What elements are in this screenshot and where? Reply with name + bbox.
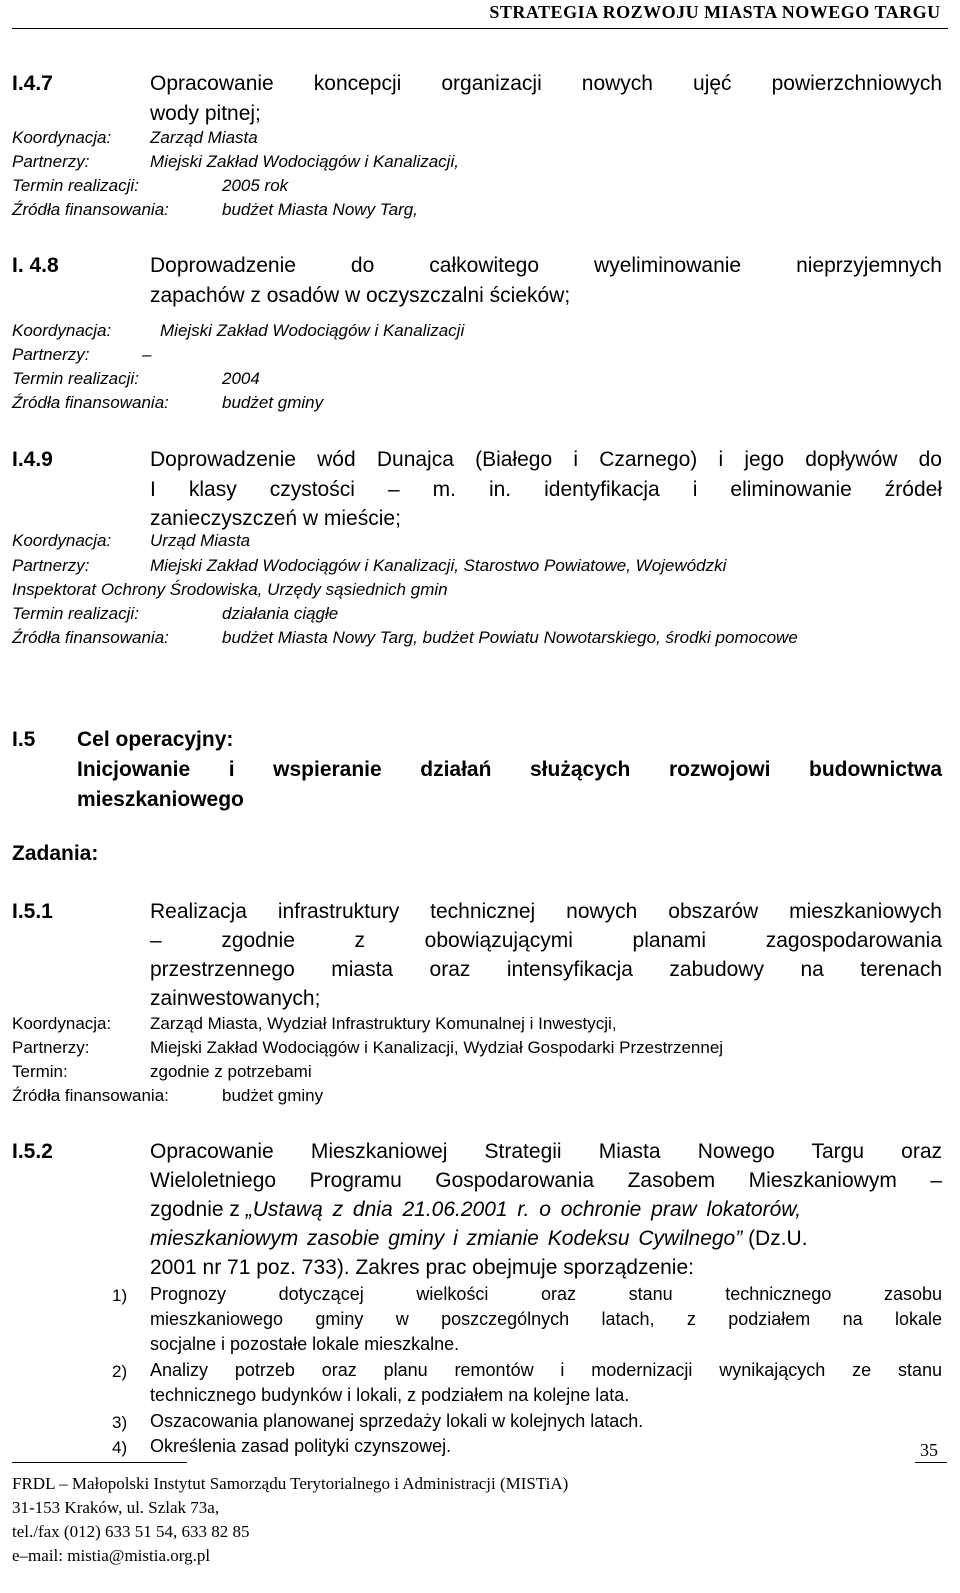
value-koordynacja-147: Zarząd Miasta xyxy=(150,128,258,147)
label-koordynacja: Koordynacja: xyxy=(12,531,112,550)
label-partnerzy: Partnerzy: xyxy=(12,345,90,364)
task-title-148-line1: Doprowadzenie do całkowitego wyeliminowanie nieprzyjemnych xyxy=(150,254,942,277)
label-zrodla: Źródła finansowania: xyxy=(12,200,169,219)
value-termin-148: 2004 xyxy=(222,369,260,388)
page-number-rule xyxy=(915,1462,947,1463)
page-number: 35 xyxy=(920,1440,938,1460)
value-termin-151: zgodnie z potrzebami xyxy=(150,1062,312,1081)
task-number-149: I.4.9 xyxy=(12,448,53,471)
list-item-line: Oszacowania planowanej sprzedaży lokali w kolejnych latach. xyxy=(150,1411,644,1431)
page-header xyxy=(0,0,960,23)
task-title-151-line3: przestrzennego miasta oraz intensyfikacja zabudowy na terenach xyxy=(150,958,942,981)
task-title-151-line2: – zgodnie z obowiązującymi planami zagospodarowania xyxy=(150,929,942,952)
zadania-heading: Zadania: xyxy=(12,842,99,865)
header-title: STRATEGIA ROZWOJU MIASTA NOWEGO TARGU xyxy=(489,2,941,22)
label-partnerzy: Partnerzy: xyxy=(12,556,90,575)
value-partnerzy-147: Miejski Zakład Wodociągów i Kanalizacji, xyxy=(150,152,459,171)
label-koordynacja: Koordynacja: xyxy=(12,321,112,340)
label-partnerzy: Partnerzy: xyxy=(12,152,90,171)
value-zrodla-147: budżet Miasta Nowy Targ, xyxy=(222,200,418,219)
footer-divider xyxy=(12,1462,187,1463)
label-termin-realizacji: Termin realizacji: xyxy=(12,176,139,195)
value-termin-149: działania ciągłe xyxy=(222,604,339,623)
footer-org: FRDL – Małopolski Instytut Samorządu Terytorialnego i Administracji (MISTiA) xyxy=(12,1474,569,1493)
task-title-148-line2: zapachów z osadów w oczyszczalni ścieków; xyxy=(150,284,571,307)
value-partnerzy-149: Miejski Zakład Wodociągów i Kanalizacji, Starostwo Powiatowe, Wojewódzki xyxy=(150,556,727,575)
task-number-151: I.5.1 xyxy=(12,900,53,923)
task-title-149-line2: I klasy czystości – m. in. identyfikacja i eliminowanie źródeł xyxy=(150,478,942,501)
list-item-number: 3) xyxy=(112,1413,128,1432)
footer-phone: tel./fax (012) 633 51 54, 633 82 85 xyxy=(12,1522,250,1541)
label-koordynacja: Koordynacja: xyxy=(12,1014,112,1033)
header-divider xyxy=(12,28,948,29)
task-number-148: I. 4.8 xyxy=(12,254,59,277)
value-koordynacja-151: Zarząd Miasta, Wydział Infrastruktury Komunalnej i Inwestycji, xyxy=(150,1014,617,1033)
value-koordynacja-148: Miejski Zakład Wodociągów i Kanalizacji xyxy=(160,321,465,340)
list-item-line: technicznego budynków i lokali, z podziałem na kolejne lata. xyxy=(150,1385,630,1405)
value-zrodla-148: budżet gminy xyxy=(222,393,324,412)
task-title-149-line1: Doprowadzenie wód Dunajca (Białego i Czarnego) i jego dopływów do xyxy=(150,448,942,471)
section-heading: Cel operacyjny: xyxy=(77,728,234,751)
list-item-number: 1) xyxy=(112,1286,128,1305)
section-number-15: I.5 xyxy=(12,728,36,751)
task-152-dzu: (Dz.U. xyxy=(742,1227,808,1250)
list-item-number: 2) xyxy=(112,1362,128,1381)
value-zrodla-151: budżet gminy xyxy=(222,1086,324,1105)
task-title-152-line1: Opracowanie Mieszkaniowej Strategii Miasta Nowego Targu oraz xyxy=(150,1140,942,1163)
value-partnerzy-151: Miejski Zakład Wodociągów i Kanalizacji, Wydział Gospodarki Przestrzennej xyxy=(150,1038,724,1057)
task-152-law-title-part2: mieszkaniowym zasobie gminy i zmianie Kodeksu Cywilnego” xyxy=(150,1227,743,1250)
footer-email: e–mail: mistia@mistia.org.pl xyxy=(12,1546,211,1565)
task-title-152-line4 xyxy=(150,1227,942,1251)
label-termin: Termin: xyxy=(12,1062,68,1081)
task-number-147: I.4.7 xyxy=(12,72,53,95)
task-152-law-title-part1: „Ustawą z dnia 21.06.2001 r. o ochronie praw lokatorów, xyxy=(245,1198,802,1221)
task-title-147-line1: Opracowanie koncepcji organizacji nowych ujęć powierzchniowych xyxy=(150,72,942,95)
task-title-151-line1: Realizacja infrastruktury technicznej nowych obszarów mieszkaniowych xyxy=(150,900,942,923)
list-item-line: Określenia zasad polityki czynszowej. xyxy=(150,1436,452,1456)
label-zrodla: Źródła finansowania: xyxy=(12,1086,169,1105)
label-zrodla: Źródła finansowania: xyxy=(12,393,169,412)
section-goal-line2: mieszkaniowego xyxy=(77,788,244,811)
task-title-152-line2: Wieloletniego Programu Gospodarowania Zasobem Mieszkaniowym – xyxy=(150,1169,942,1192)
list-item-line: Analizy potrzeb oraz planu remontów i modernizacji wynikających ze stanu xyxy=(150,1360,942,1380)
list-item-number: 4) xyxy=(112,1438,128,1457)
label-termin-realizacji: Termin realizacji: xyxy=(12,604,139,623)
list-item-line: socjalne i pozostałe lokale mieszkalne. xyxy=(150,1334,460,1354)
task-title-149-line3: zanieczyszczeń w mieście; xyxy=(150,507,401,530)
label-termin-realizacji: Termin realizacji: xyxy=(12,369,139,388)
list-item-line: mieszkaniowego gminy w poszczególnych latach, z podziałem na lokale xyxy=(150,1309,942,1329)
section-goal-line1: Inicjowanie i wspieranie działań służących rozwojowi budownictwa xyxy=(77,758,942,781)
task-title-147-line2: wody pitnej; xyxy=(150,102,261,125)
value-partnerzy-149-cont: Inspektorat Ochrony Środowiska, Urzędy sąsiednich gmin xyxy=(12,580,448,599)
value-partnerzy-148: – xyxy=(142,345,152,364)
label-zrodla: Źródła finansowania: xyxy=(12,628,169,647)
value-termin-147: 2005 rok xyxy=(222,176,289,195)
label-koordynacja: Koordynacja: xyxy=(12,128,112,147)
label-partnerzy: Partnerzy: xyxy=(12,1038,90,1057)
task-title-152-line3 xyxy=(150,1198,942,1222)
list-item-line: Prognozy dotyczącej wielkości oraz stanu technicznego zasobu xyxy=(150,1284,942,1304)
value-zrodla-149: budżet Miasta Nowy Targ, budżet Powiatu Nowotarskiego, środki pomocowe xyxy=(222,628,798,647)
task-152-zgodnie: zgodnie z xyxy=(150,1198,246,1221)
footer-address: 31-153 Kraków, ul. Szlak 73a, xyxy=(12,1498,220,1517)
task-title-152-line5: 2001 nr 71 poz. 733). Zakres prac obejmuje sporządzenie: xyxy=(150,1256,694,1279)
value-koordynacja-149: Urząd Miasta xyxy=(150,531,251,550)
task-title-151-line4: zainwestowanych; xyxy=(150,987,321,1010)
task-number-152: I.5.2 xyxy=(12,1140,53,1163)
